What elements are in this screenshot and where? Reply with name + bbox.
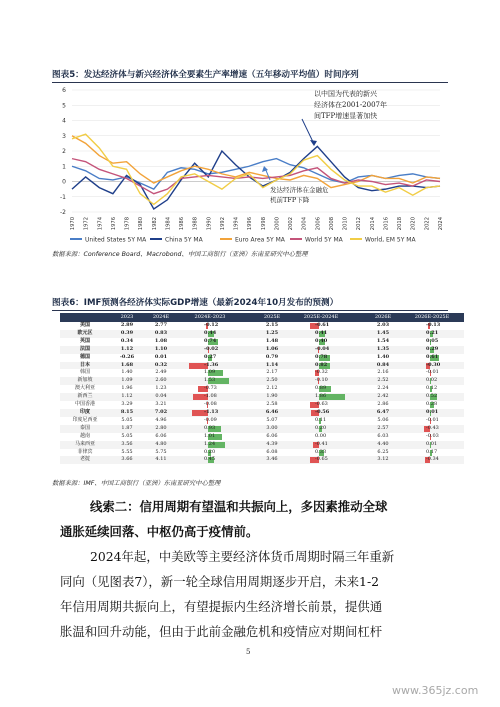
change-bar-cell xyxy=(178,330,242,338)
cell-value: -0.32 xyxy=(315,369,328,376)
annotation-arrowhead-bottom xyxy=(262,166,268,172)
x-tick-label: 2014 xyxy=(369,217,376,231)
paragraph-line: 同向（见图表7），新一轮全球信用周期逐步开启，未来1-2 xyxy=(60,574,380,589)
cell-value: 2.89 xyxy=(120,322,134,328)
cell-value: -0.41 xyxy=(315,440,328,447)
country-name: 泰国 xyxy=(79,424,90,431)
cell-value: 0.83 xyxy=(154,329,168,336)
cell-value: 0.01 xyxy=(426,408,439,415)
cell-value: 2.03 xyxy=(376,322,390,328)
change-bar-cell xyxy=(178,385,242,393)
imf-gdp-table xyxy=(60,313,464,464)
cell-value: 5.06 xyxy=(377,416,389,423)
section-heading-cont xyxy=(60,519,258,544)
cell-value: 8.15 xyxy=(120,408,134,415)
figure5-caption: 图表5：发达经济体与新兴经济体全要素生产率增速（五年移动平均值）时间序列 xyxy=(52,70,359,80)
table-row xyxy=(60,322,464,330)
table-row xyxy=(60,330,464,338)
figure5-caption-rule xyxy=(52,82,448,83)
cell-value: 3.12 xyxy=(377,456,389,463)
country-name: 印度尼西亚 xyxy=(72,416,98,423)
figure6-caption-rule xyxy=(52,310,448,311)
country-name: 老挝 xyxy=(79,456,90,463)
table-row xyxy=(60,338,464,346)
cell-value: 2.57 xyxy=(377,424,389,431)
change-bar-cell xyxy=(178,354,242,362)
table-body xyxy=(60,322,464,464)
table-row xyxy=(60,449,464,457)
table-row xyxy=(60,401,464,409)
cell-value: -1.36 xyxy=(204,361,219,368)
change-bar-cell xyxy=(178,417,242,425)
cell-value: 2.12 xyxy=(266,385,278,392)
cell-value: 1.35 xyxy=(376,345,390,352)
x-tick-label: 2018 xyxy=(397,217,404,231)
x-tick-label: 1998 xyxy=(260,217,267,231)
y-tick-label: 3 xyxy=(62,132,66,140)
cell-value: 1.10 xyxy=(154,345,168,352)
y-tick-label: 4 xyxy=(62,117,66,125)
cell-value: 1.86 xyxy=(315,393,327,400)
chart-series-lines xyxy=(72,134,440,209)
cell-value: 6.46 xyxy=(265,408,279,415)
x-tick-label: 1992 xyxy=(219,217,226,231)
cell-value: 0.39 xyxy=(120,329,134,336)
cell-value: 5.75 xyxy=(155,448,167,455)
paragraph-line: 2024年起，中美欧等主要经济体货币周期时隔三年重新 xyxy=(90,549,395,564)
cell-value: 1.96 xyxy=(121,385,133,392)
country-name: 印度 xyxy=(79,408,90,415)
cell-value: 4.40 xyxy=(377,440,389,447)
country-name: 德国 xyxy=(79,353,90,360)
cell-value: 3.46 xyxy=(266,456,278,463)
cell-value: 2.49 xyxy=(155,369,167,376)
cell-value: 0.00 xyxy=(315,432,327,439)
cell-value: 1.12 xyxy=(121,393,133,400)
x-tick-label: 2022 xyxy=(424,217,431,231)
change-bar-cell xyxy=(289,401,353,409)
change-bar-cell xyxy=(400,354,464,362)
cell-value: 1.68 xyxy=(120,361,134,368)
country-name: 新西兰 xyxy=(77,393,93,400)
cell-value: 2.42 xyxy=(377,393,389,400)
cell-value: -0.08 xyxy=(204,401,217,408)
header-cell: 2026E xyxy=(366,313,400,322)
cell-value: 0.02 xyxy=(426,377,438,384)
header-cell: 2025E xyxy=(255,313,289,322)
x-tick-label: 1970 xyxy=(70,217,76,231)
change-bar-cell xyxy=(178,322,242,330)
cell-value: 0.20 xyxy=(315,424,327,431)
cell-value: 0.27 xyxy=(204,353,217,360)
cell-value: 0.74 xyxy=(204,337,217,344)
cell-value: 6.03 xyxy=(377,432,389,439)
annotation-top-line-2: 经济体在2001-2007年 xyxy=(314,101,387,109)
tfp-line-chart xyxy=(52,84,448,246)
y-axis-tick-labels xyxy=(60,87,66,216)
cell-value: 1.40 xyxy=(121,369,133,376)
cell-value: 5.55 xyxy=(121,448,133,455)
paragraph-line: 胀温和回升动能，但由于此前金融危机和疫情应对期间杠杆 xyxy=(60,624,383,639)
change-bar-cell xyxy=(289,338,353,346)
x-tick-label: 1976 xyxy=(110,217,117,231)
page-number: 5 xyxy=(246,648,251,656)
cell-value: 1.87 xyxy=(121,424,133,431)
x-axis-tick-labels xyxy=(70,216,444,230)
annotation-arrow-top xyxy=(302,119,314,144)
table-row xyxy=(60,369,464,377)
paragraph-body xyxy=(60,569,382,644)
paragraph-first-line xyxy=(90,544,394,569)
cell-value: 7.02 xyxy=(154,408,168,415)
legend-label: Euro Area 5Y MA xyxy=(235,236,285,244)
header-cell: 2025E-2024E xyxy=(289,313,353,322)
cell-value: 3.29 xyxy=(121,401,133,408)
cell-value: 3.66 xyxy=(121,456,133,463)
cell-value: 1.24 xyxy=(204,440,216,447)
change-bar-cell xyxy=(178,441,242,449)
cell-value: 0.52 xyxy=(426,393,438,400)
cell-value: 0.82 xyxy=(315,361,328,368)
cell-value: 2.15 xyxy=(265,322,279,328)
cell-value: 0.01 xyxy=(426,440,438,447)
y-tick-label: 5 xyxy=(62,102,66,110)
cell-value: -0.56 xyxy=(315,408,330,415)
cell-value: 6.06 xyxy=(266,432,278,439)
cell-value: 0.05 xyxy=(426,337,439,344)
x-tick-label: 2020 xyxy=(410,217,417,231)
table-row xyxy=(60,385,464,393)
cell-value: 3.00 xyxy=(266,424,278,431)
cell-value: -0.02 xyxy=(204,345,219,352)
x-tick-label: 1982 xyxy=(151,217,158,231)
annotation-arrowhead-top xyxy=(310,140,317,146)
y-tick-label: 0 xyxy=(62,178,66,186)
chart-legend xyxy=(70,237,416,244)
cell-value: 1.09 xyxy=(121,377,133,384)
cell-value: 2.24 xyxy=(377,385,389,392)
x-tick-label: 1978 xyxy=(124,217,131,231)
x-tick-label: 1986 xyxy=(179,217,186,231)
change-bar-cell xyxy=(289,417,353,425)
table-row xyxy=(60,433,464,441)
cell-value: -0.09 xyxy=(204,416,217,423)
table-row xyxy=(60,362,464,370)
change-bar-cell xyxy=(400,338,464,346)
y-tick-label: 6 xyxy=(62,87,66,94)
header-cell: 2024E xyxy=(144,313,178,322)
cell-value: 3.21 xyxy=(155,401,167,408)
change-bar-cell xyxy=(178,393,242,401)
y-tick-label: 2 xyxy=(62,148,66,155)
table-row xyxy=(60,393,464,401)
cell-value: 5.07 xyxy=(266,416,278,423)
cell-value: 1.01 xyxy=(204,432,216,439)
y-tick-label: -1 xyxy=(60,193,66,201)
cell-value: -0.26 xyxy=(119,353,135,360)
cell-value: 2.52 xyxy=(377,377,389,384)
change-bar-cell xyxy=(289,409,353,417)
change-bar-cell xyxy=(400,417,464,425)
heading-line: 通胀延续回落、中枢仍高于疫情前。 xyxy=(60,524,259,539)
change-bar-cell xyxy=(178,401,242,409)
cell-value: -0.61 xyxy=(315,322,330,328)
change-bar-cell xyxy=(289,425,353,433)
cell-value: -0.13 xyxy=(426,322,441,328)
cell-value: 2.80 xyxy=(155,424,167,431)
cell-value: -1.13 xyxy=(204,408,219,415)
change-bar-cell xyxy=(289,385,353,393)
x-tick-label: 2006 xyxy=(315,217,322,231)
x-tick-label: 2004 xyxy=(301,217,308,231)
cell-value: 0.28 xyxy=(426,401,438,408)
header-cell: 2023 xyxy=(110,313,144,322)
series-line-4 xyxy=(72,134,440,204)
change-bar-cell xyxy=(289,456,353,464)
cell-value: 1.48 xyxy=(265,337,279,344)
cell-value: 1.08 xyxy=(154,337,168,344)
country-name: 法国 xyxy=(79,345,90,352)
cell-value: -0.12 xyxy=(204,322,219,328)
change-bar-cell xyxy=(289,322,353,330)
cell-value: 0.78 xyxy=(315,353,328,360)
cell-value: 0.01 xyxy=(154,353,168,360)
cell-value: -0.10 xyxy=(315,377,328,384)
imf-gdp-table-wrapper xyxy=(60,313,464,464)
figure6-caption: 图表6：IMF预测各经济体实际GDP增速（最新2024年10月发布的预测） xyxy=(52,298,339,308)
cell-value: -0.73 xyxy=(204,385,217,392)
change-bar-cell xyxy=(289,441,353,449)
cell-value: 1.09 xyxy=(204,369,216,376)
legend-label: China 5Y MA xyxy=(165,236,203,244)
x-tick-label: 1984 xyxy=(165,217,172,231)
legend-label: World, EM 5Y MA xyxy=(365,236,416,244)
country-name: 欧元区 xyxy=(77,329,93,336)
country-name: 英国 xyxy=(79,337,90,344)
cell-value: -0.43 xyxy=(426,424,439,431)
cell-value: 0.33 xyxy=(315,448,327,455)
cell-value: 0.34 xyxy=(120,337,134,344)
cell-value: 4.11 xyxy=(155,456,167,463)
cell-value: 1.53 xyxy=(204,377,216,384)
cell-value: -0.04 xyxy=(315,345,330,352)
annotation-top-line-3: 间TFP增速显著加快 xyxy=(314,112,378,120)
change-bar-cell xyxy=(400,401,464,409)
country-name: 新加坡 xyxy=(77,377,93,384)
table-row xyxy=(60,441,464,449)
x-tick-label: 2010 xyxy=(342,217,349,231)
change-bar-cell xyxy=(400,330,464,338)
country-name: 韩国 xyxy=(79,369,90,376)
cell-value: 2.16 xyxy=(377,369,389,376)
cell-value: 5.05 xyxy=(121,432,133,439)
change-bar-cell xyxy=(178,425,242,433)
header-cell: 2024E-2023 xyxy=(178,313,242,322)
header-cell xyxy=(60,313,110,322)
cell-value: 1.23 xyxy=(155,385,167,392)
cell-value: 2.60 xyxy=(155,377,167,384)
cell-value: 2.86 xyxy=(377,401,389,408)
cell-value: 0.12 xyxy=(426,385,438,392)
cell-value: 1.25 xyxy=(265,329,279,336)
change-bar-cell xyxy=(178,409,242,417)
change-bar-cell xyxy=(400,393,464,401)
header-cell: 2026E-2025E xyxy=(400,313,464,322)
change-bar-cell xyxy=(400,441,464,449)
cell-value: 1.12 xyxy=(120,345,134,352)
x-tick-label: 1996 xyxy=(247,217,254,231)
heading-line: 线索二：信用周期有望温和共振向上，多因素推动全球 xyxy=(90,499,388,514)
cell-value: -0.63 xyxy=(315,401,328,408)
cell-value: 0.11 xyxy=(315,416,327,423)
cell-value: 2.17 xyxy=(266,369,278,376)
legend-label: United States 5Y MA xyxy=(85,236,147,244)
table-row xyxy=(60,417,464,425)
x-tick-label: 1972 xyxy=(83,217,90,231)
cell-value: 6.47 xyxy=(376,408,390,415)
change-bar-cell xyxy=(400,425,464,433)
cell-value: -0.01 xyxy=(426,416,439,423)
cell-value: 0.40 xyxy=(315,337,328,344)
change-bar-cell xyxy=(178,346,242,354)
cell-value: 0.79 xyxy=(265,353,279,360)
cell-value: -1.08 xyxy=(204,393,217,400)
cell-value: 2.58 xyxy=(266,401,278,408)
x-tick-label: 2016 xyxy=(383,217,390,231)
cell-value: -0.30 xyxy=(426,361,441,368)
annotation-bottom-line-2: 机前TFP下降 xyxy=(270,196,310,204)
x-tick-label: 1990 xyxy=(206,217,213,231)
country-name: 菲律宾 xyxy=(77,448,93,455)
cell-value: 4.96 xyxy=(155,416,167,423)
cell-value: 0.45 xyxy=(204,456,216,463)
cell-value: 4.80 xyxy=(155,440,167,447)
section-heading xyxy=(90,494,387,519)
country-name: 马来西亚 xyxy=(74,440,95,447)
change-bar-cell xyxy=(400,433,464,441)
cell-value: 0.21 xyxy=(426,329,439,336)
cell-value: -0.34 xyxy=(426,456,439,463)
change-bar-cell xyxy=(289,346,353,354)
cell-value: 6.06 xyxy=(155,432,167,439)
watermark: www.365jz.com xyxy=(392,684,479,697)
table-row xyxy=(60,377,464,385)
figure5-source: 数据来源：Conference Board、Macrobond、中国工商银行（亚洲）东南亚研究中心整理 xyxy=(52,251,308,258)
change-bar-cell xyxy=(178,456,242,464)
cell-value: 0.32 xyxy=(154,361,168,368)
x-tick-label: 1974 xyxy=(97,217,104,231)
country-name: 越南 xyxy=(79,432,90,439)
x-tick-label: 2000 xyxy=(274,217,281,231)
cell-value: 0.89 xyxy=(315,385,327,392)
x-tick-label: 2002 xyxy=(288,217,295,231)
table-row xyxy=(60,425,464,433)
cell-value: 0.41 xyxy=(315,329,328,336)
y-tick-label: 1 xyxy=(62,163,66,171)
y-tick-label: -2 xyxy=(60,209,66,216)
cell-value: 0.04 xyxy=(155,393,167,400)
legend-label: World 5Y MA xyxy=(305,236,343,244)
country-name: 日本 xyxy=(79,361,90,368)
cell-value: 6.08 xyxy=(266,448,278,455)
change-bar-cell xyxy=(289,393,353,401)
annotation-top-line-1: 以中国为代表的新兴 xyxy=(314,90,377,98)
change-bar-cell xyxy=(289,354,353,362)
change-bar-cell xyxy=(400,322,464,330)
cell-value: 1.40 xyxy=(376,353,390,360)
cell-value: 6.25 xyxy=(377,448,389,455)
x-tick-label: 1988 xyxy=(192,217,199,231)
figure6-source: 数据来源：IMF、中国工商银行（亚洲）东南亚研究中心整理 xyxy=(52,480,221,487)
annotation-bottom-line-1: 发达经济体在金融危 xyxy=(270,186,329,194)
x-tick-label: 1980 xyxy=(138,217,145,231)
cell-value: 0.20 xyxy=(204,448,216,455)
cell-value: 1.54 xyxy=(376,337,390,344)
change-bar-cell xyxy=(400,385,464,393)
change-bar-cell xyxy=(400,456,464,464)
country-name: 中国香港 xyxy=(74,401,95,408)
change-bar-cell xyxy=(400,346,464,354)
change-bar-cell xyxy=(178,433,242,441)
country-name: 澳大利亚 xyxy=(74,385,95,392)
paragraph-line: 年信用周期共振向上，有望提振内生经济增长前景，提供通 xyxy=(60,599,383,614)
cell-value: -0.65 xyxy=(315,456,328,463)
x-tick-label: 2024 xyxy=(438,217,444,231)
x-tick-label: 2012 xyxy=(356,217,363,231)
cell-value: 2.77 xyxy=(154,322,168,328)
cell-value: 1.06 xyxy=(265,345,279,352)
cell-value: 0.44 xyxy=(204,329,217,336)
cell-value: 1.45 xyxy=(376,329,390,336)
country-name: 美国 xyxy=(79,322,90,328)
cell-value: -0.03 xyxy=(426,432,439,439)
cell-value: 0.61 xyxy=(426,353,439,360)
x-tick-label: 2008 xyxy=(328,217,335,231)
cell-value: 2.50 xyxy=(266,377,278,384)
cell-value: -0.01 xyxy=(426,369,439,376)
cell-value: 5.05 xyxy=(121,416,133,423)
cell-value: 0.93 xyxy=(204,424,216,431)
cell-value: 1.90 xyxy=(266,393,278,400)
change-bar-cell xyxy=(289,433,353,441)
change-bar-cell xyxy=(289,330,353,338)
table-header-row xyxy=(60,313,464,322)
cell-value: 3.56 xyxy=(121,440,133,447)
x-tick-label: 1994 xyxy=(233,217,240,231)
table-row xyxy=(60,409,464,417)
table-row xyxy=(60,354,464,362)
change-bar-cell xyxy=(400,409,464,417)
cell-value: 1.14 xyxy=(265,361,279,368)
table-row xyxy=(60,456,464,464)
cell-value: 0.17 xyxy=(426,448,438,455)
cell-value: 0.84 xyxy=(376,361,390,368)
cell-value: 4.39 xyxy=(266,440,278,447)
change-bar-cell xyxy=(178,338,242,346)
table-row xyxy=(60,346,464,354)
cell-value: 0.29 xyxy=(426,345,439,352)
